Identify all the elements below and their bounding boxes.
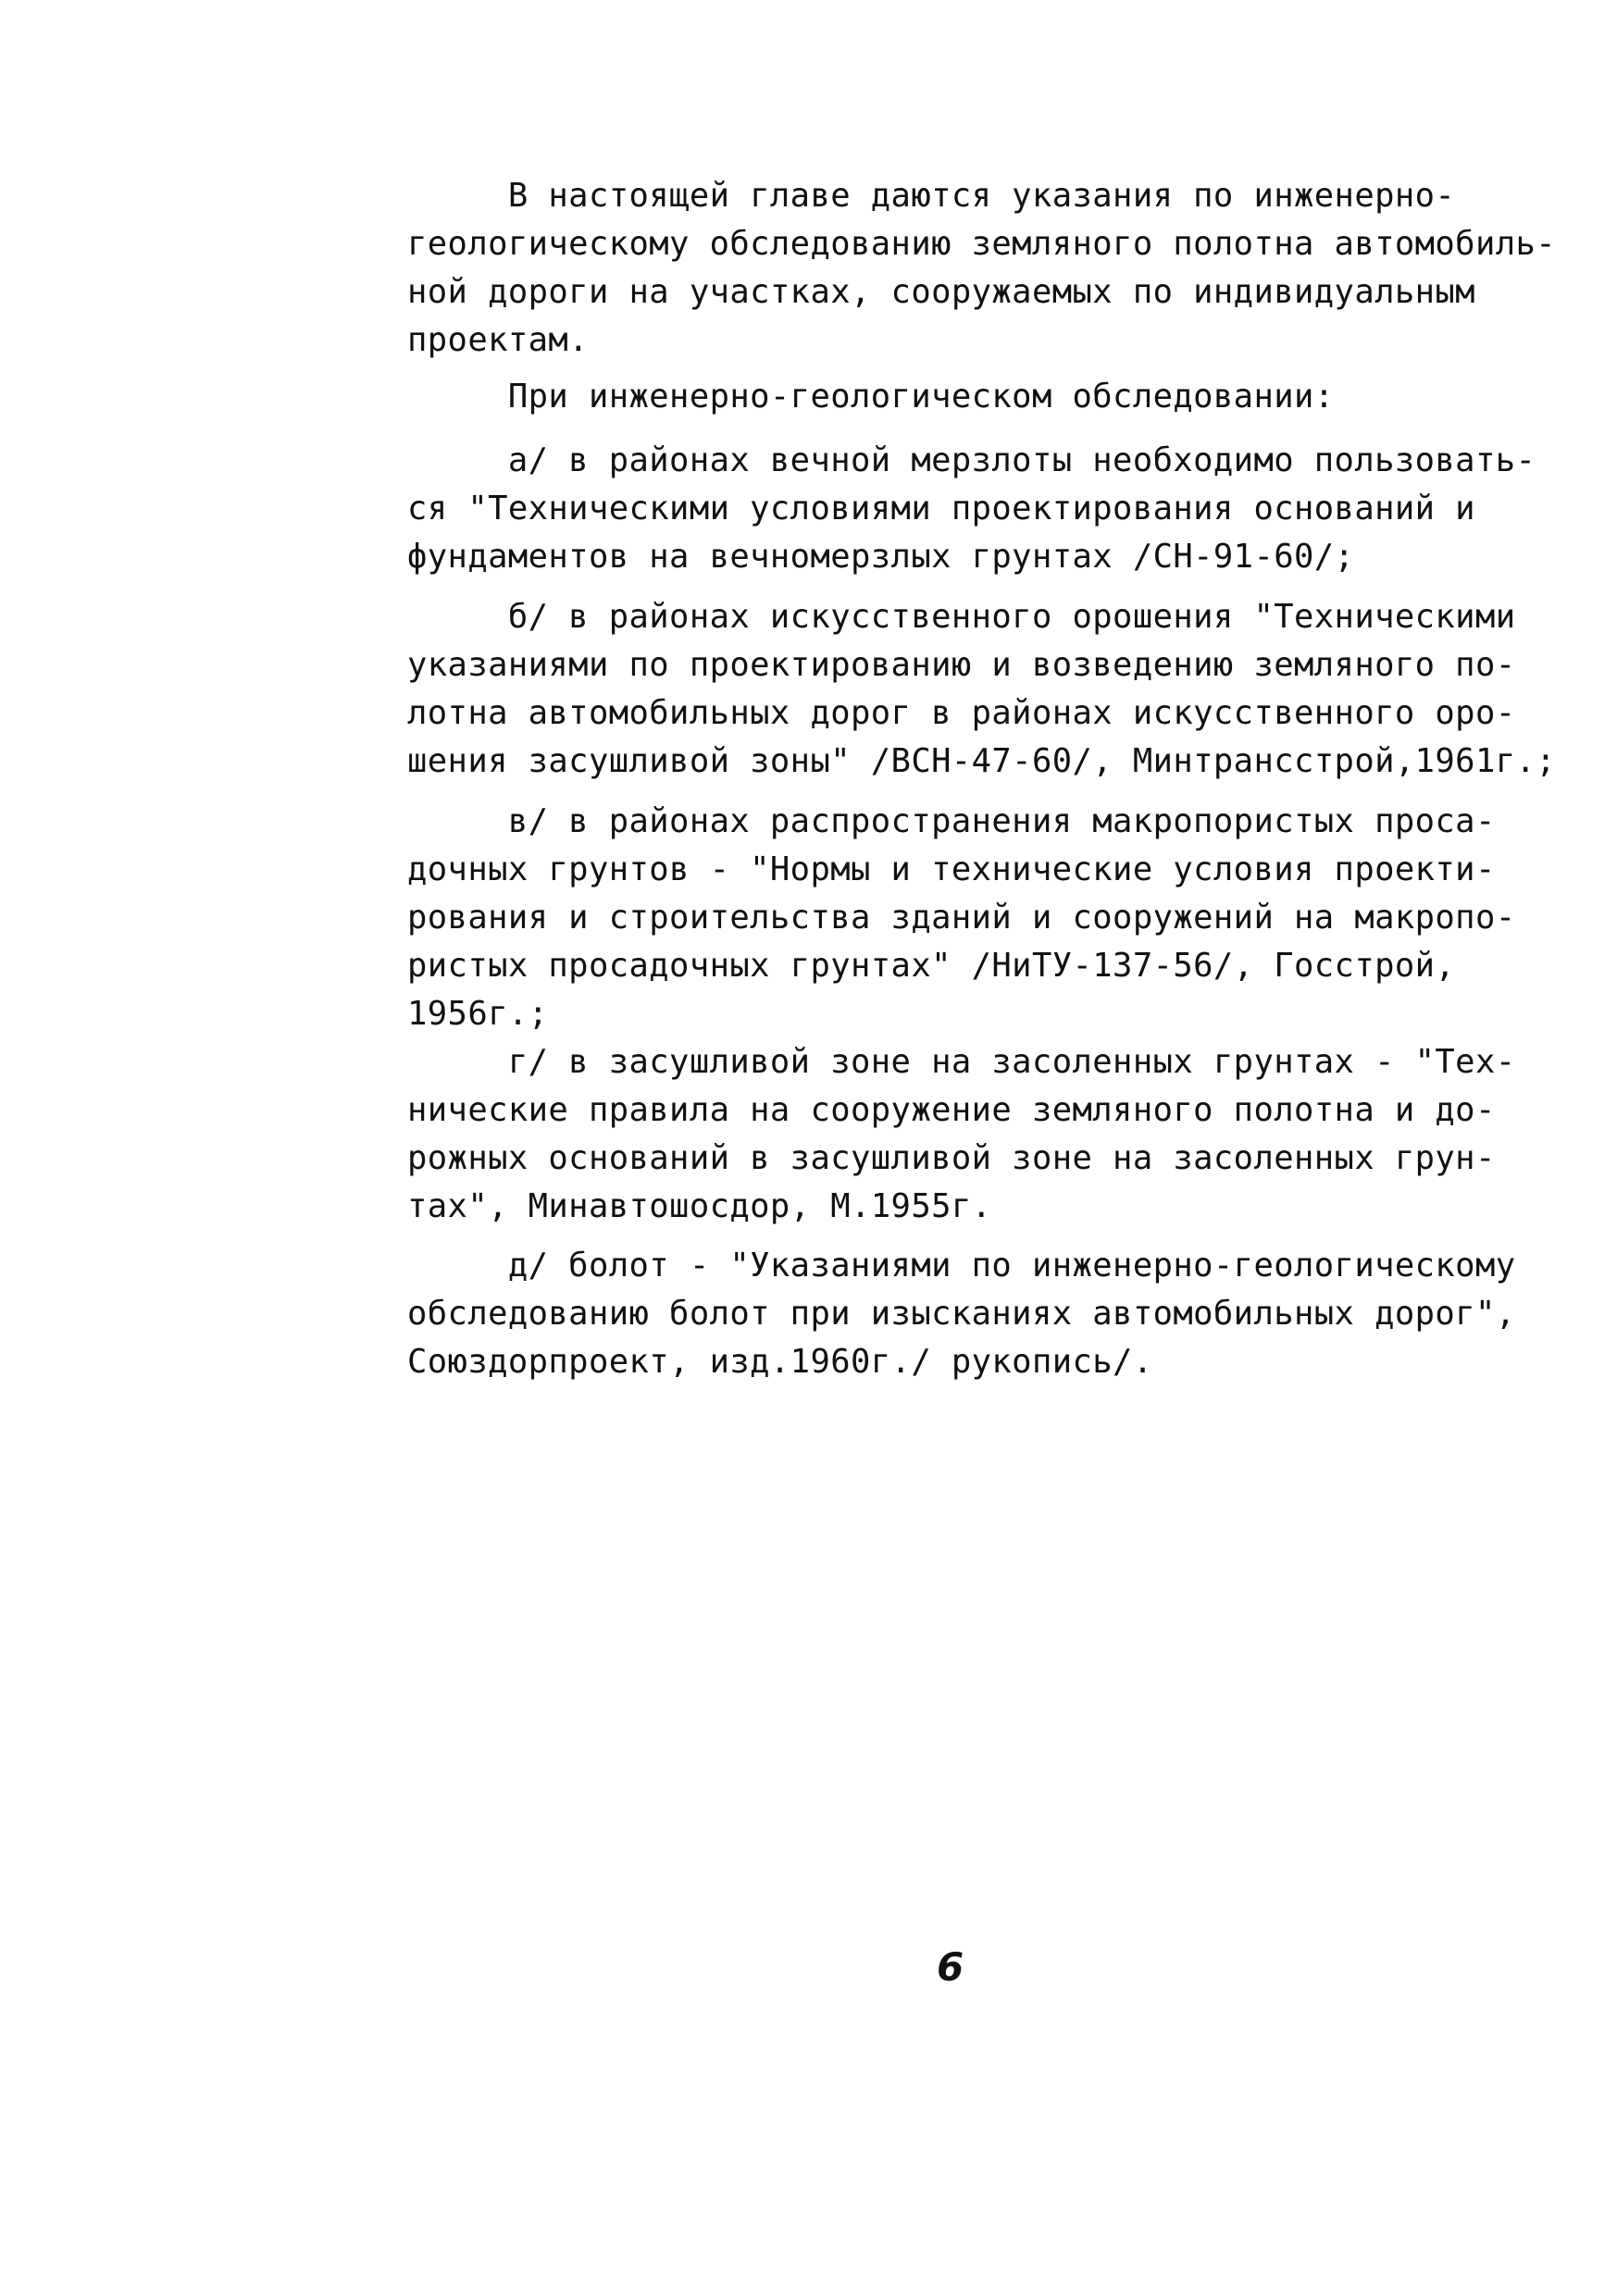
text-line: В настоящей главе даются указания по инженерно- bbox=[407, 177, 1456, 215]
text-line: а/ в районах вечной мерзлоты необходимо пользовать- bbox=[407, 441, 1536, 479]
text-line: фундаментов на вечномерзлых грунтах /СН-91-60/; bbox=[407, 538, 1355, 576]
text-line: ся "Техническими условиями проектирования оснований и bbox=[407, 490, 1475, 527]
page-number: 6 bbox=[937, 1944, 964, 1990]
text-line: в/ в районах распространения макропористых проса- bbox=[407, 802, 1496, 840]
text-line: При инженерно-геологическом обследовании: bbox=[407, 378, 1335, 416]
text-line: нические правила на сооружение земляного полотна и до- bbox=[407, 1091, 1496, 1129]
text-line: ристых просадочных грунтах" /НиТУ-137-56/, Госстрой, bbox=[407, 947, 1456, 985]
text-line: тах", Минавтошосдор, М.1955г. bbox=[407, 1187, 992, 1225]
text-line: рования и строительства зданий и сооружений на макропо- bbox=[407, 899, 1516, 937]
text-line: б/ в районах искусственного орошения "Техническими bbox=[407, 598, 1516, 636]
text-line: лотна автомобильных дорог в районах искусственного оро- bbox=[407, 694, 1516, 732]
text-line: г/ в засушливой зоне на засоленных грунтах - "Тех- bbox=[407, 1043, 1516, 1081]
text-line: проектам. bbox=[407, 321, 589, 359]
text-line: шения засушливой зоны" /ВСН-47-60/, Минтрансстрой,1961г.; bbox=[407, 742, 1557, 780]
text-line: д/ болот - "Указаниями по инженерно-геологическому bbox=[407, 1247, 1516, 1285]
text-line: 1956г.; bbox=[407, 995, 549, 1033]
text-line: обследованию болот при изысканиях автомобильных дорог", bbox=[407, 1295, 1516, 1333]
text-line: дочных грунтов - "Нормы и технические условия проекти- bbox=[407, 850, 1496, 888]
text-line: указаниями по проектированию и возведению земляного по- bbox=[407, 646, 1516, 684]
text-line: геологическому обследованию земляного полотна автомобиль- bbox=[407, 225, 1557, 263]
text-line: рожных оснований в засушливой зоне на засоленных грун- bbox=[407, 1139, 1496, 1177]
text-line: Союздорпроект, изд.1960г./ рукопись/. bbox=[407, 1343, 1153, 1381]
text-line: ной дороги на участках, сооружаемых по индивидуальным bbox=[407, 273, 1475, 311]
